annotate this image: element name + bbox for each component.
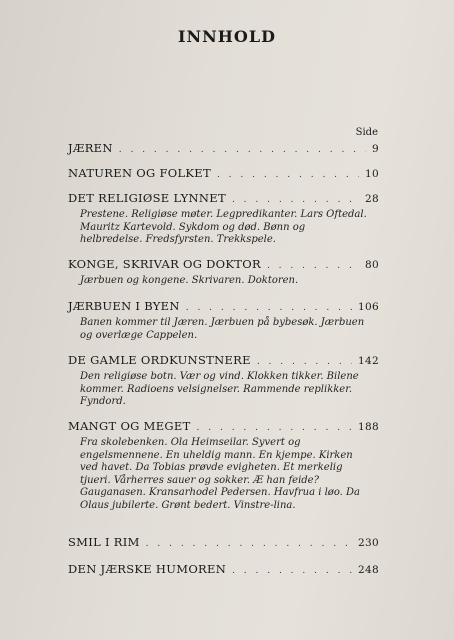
toc-entry: [68, 166, 379, 180]
leader-dots: [146, 539, 352, 549]
toc-entry-title: KONGE, SKRIVAR OG DOKTOR: [68, 257, 261, 271]
toc-entry: [68, 562, 379, 576]
leader-dots: [267, 261, 359, 271]
leader-dots: [197, 423, 353, 433]
leader-dots: [232, 566, 352, 576]
toc-entry-description: Prestene. Religiøse møter. Legpredikanter. Lars Oftedal. Mauritz Kartevold. Sykdom og død. Bønn og helbredelse. Fredsfyrsten. Trekkspele.: [80, 209, 367, 245]
leader-dots: [232, 195, 359, 205]
toc-entry: [68, 419, 379, 512]
toc-entry-page: 80: [365, 259, 379, 271]
toc-entry-title: JÆREN: [68, 141, 113, 155]
toc-entry: [68, 257, 379, 288]
toc-entry: [68, 353, 379, 409]
leader-dots: [186, 303, 352, 313]
toc-entry-description: Jærbuen og kongene. Skrivaren. Doktoren.: [80, 275, 299, 286]
toc-entry-page: 10: [365, 168, 379, 180]
toc-entry-title: MANGT OG MEGET: [68, 419, 191, 433]
toc-entry-title: SMIL I RIM: [68, 535, 140, 549]
toc-entry-page: 188: [358, 421, 379, 433]
toc-entry-title: DEN JÆRSKE HUMOREN: [68, 562, 227, 576]
leader-dots: [217, 170, 359, 180]
toc-entry: [68, 535, 379, 549]
leader-dots: [119, 145, 366, 155]
toc-entry: [68, 141, 379, 155]
toc-entry-title: DET RELIGIØSE LYNNET: [68, 191, 226, 205]
side-column-label: Side: [355, 127, 378, 138]
toc-entry-page: 142: [358, 355, 379, 367]
toc-entry-title: JÆRBUEN I BYEN: [68, 299, 180, 313]
page-title: INNHOLD: [178, 27, 276, 46]
leader-dots: [257, 357, 352, 367]
toc-entry-page: 9: [372, 143, 379, 155]
toc-entry-page: 106: [358, 301, 379, 313]
toc-entry-page: 230: [358, 537, 379, 549]
toc-entry-description: Fra skolebenken. Ola Heimseilar. Syvert og engelsmennene. En uheldig mann. En kjempe. Kirken ved havet. Da Tobias prøvde evigheten. Et merkelig tjueri. Vårherres sauer og sokker. Æ han feide? Gauganasen. Kransarhodel Pedersen. Havfrua i løo. Da Olaus jubilerte. Grønt bedert. Vinstre-lina.: [80, 437, 361, 511]
toc-entry: [68, 191, 379, 247]
toc-entry-page: 248: [358, 564, 379, 576]
toc-entry-page: 28: [365, 193, 379, 205]
toc-entry-title: DE GAMLE ORDKUNSTNERE: [68, 353, 251, 367]
toc-entry-title: NATUREN OG FOLKET: [68, 166, 211, 180]
toc-entry-description: Banen kommer til Jæren. Jærbuen på bybesøk. Jærbuen og overlæge Cappelen.: [80, 317, 365, 341]
toc-entry: [68, 299, 379, 342]
toc-entry-description: Den religiøse botn. Vær og vind. Klokken tikker. Bilene kommer. Radioens velsignelser. Rammende replikker. Fyndord.: [80, 371, 359, 407]
